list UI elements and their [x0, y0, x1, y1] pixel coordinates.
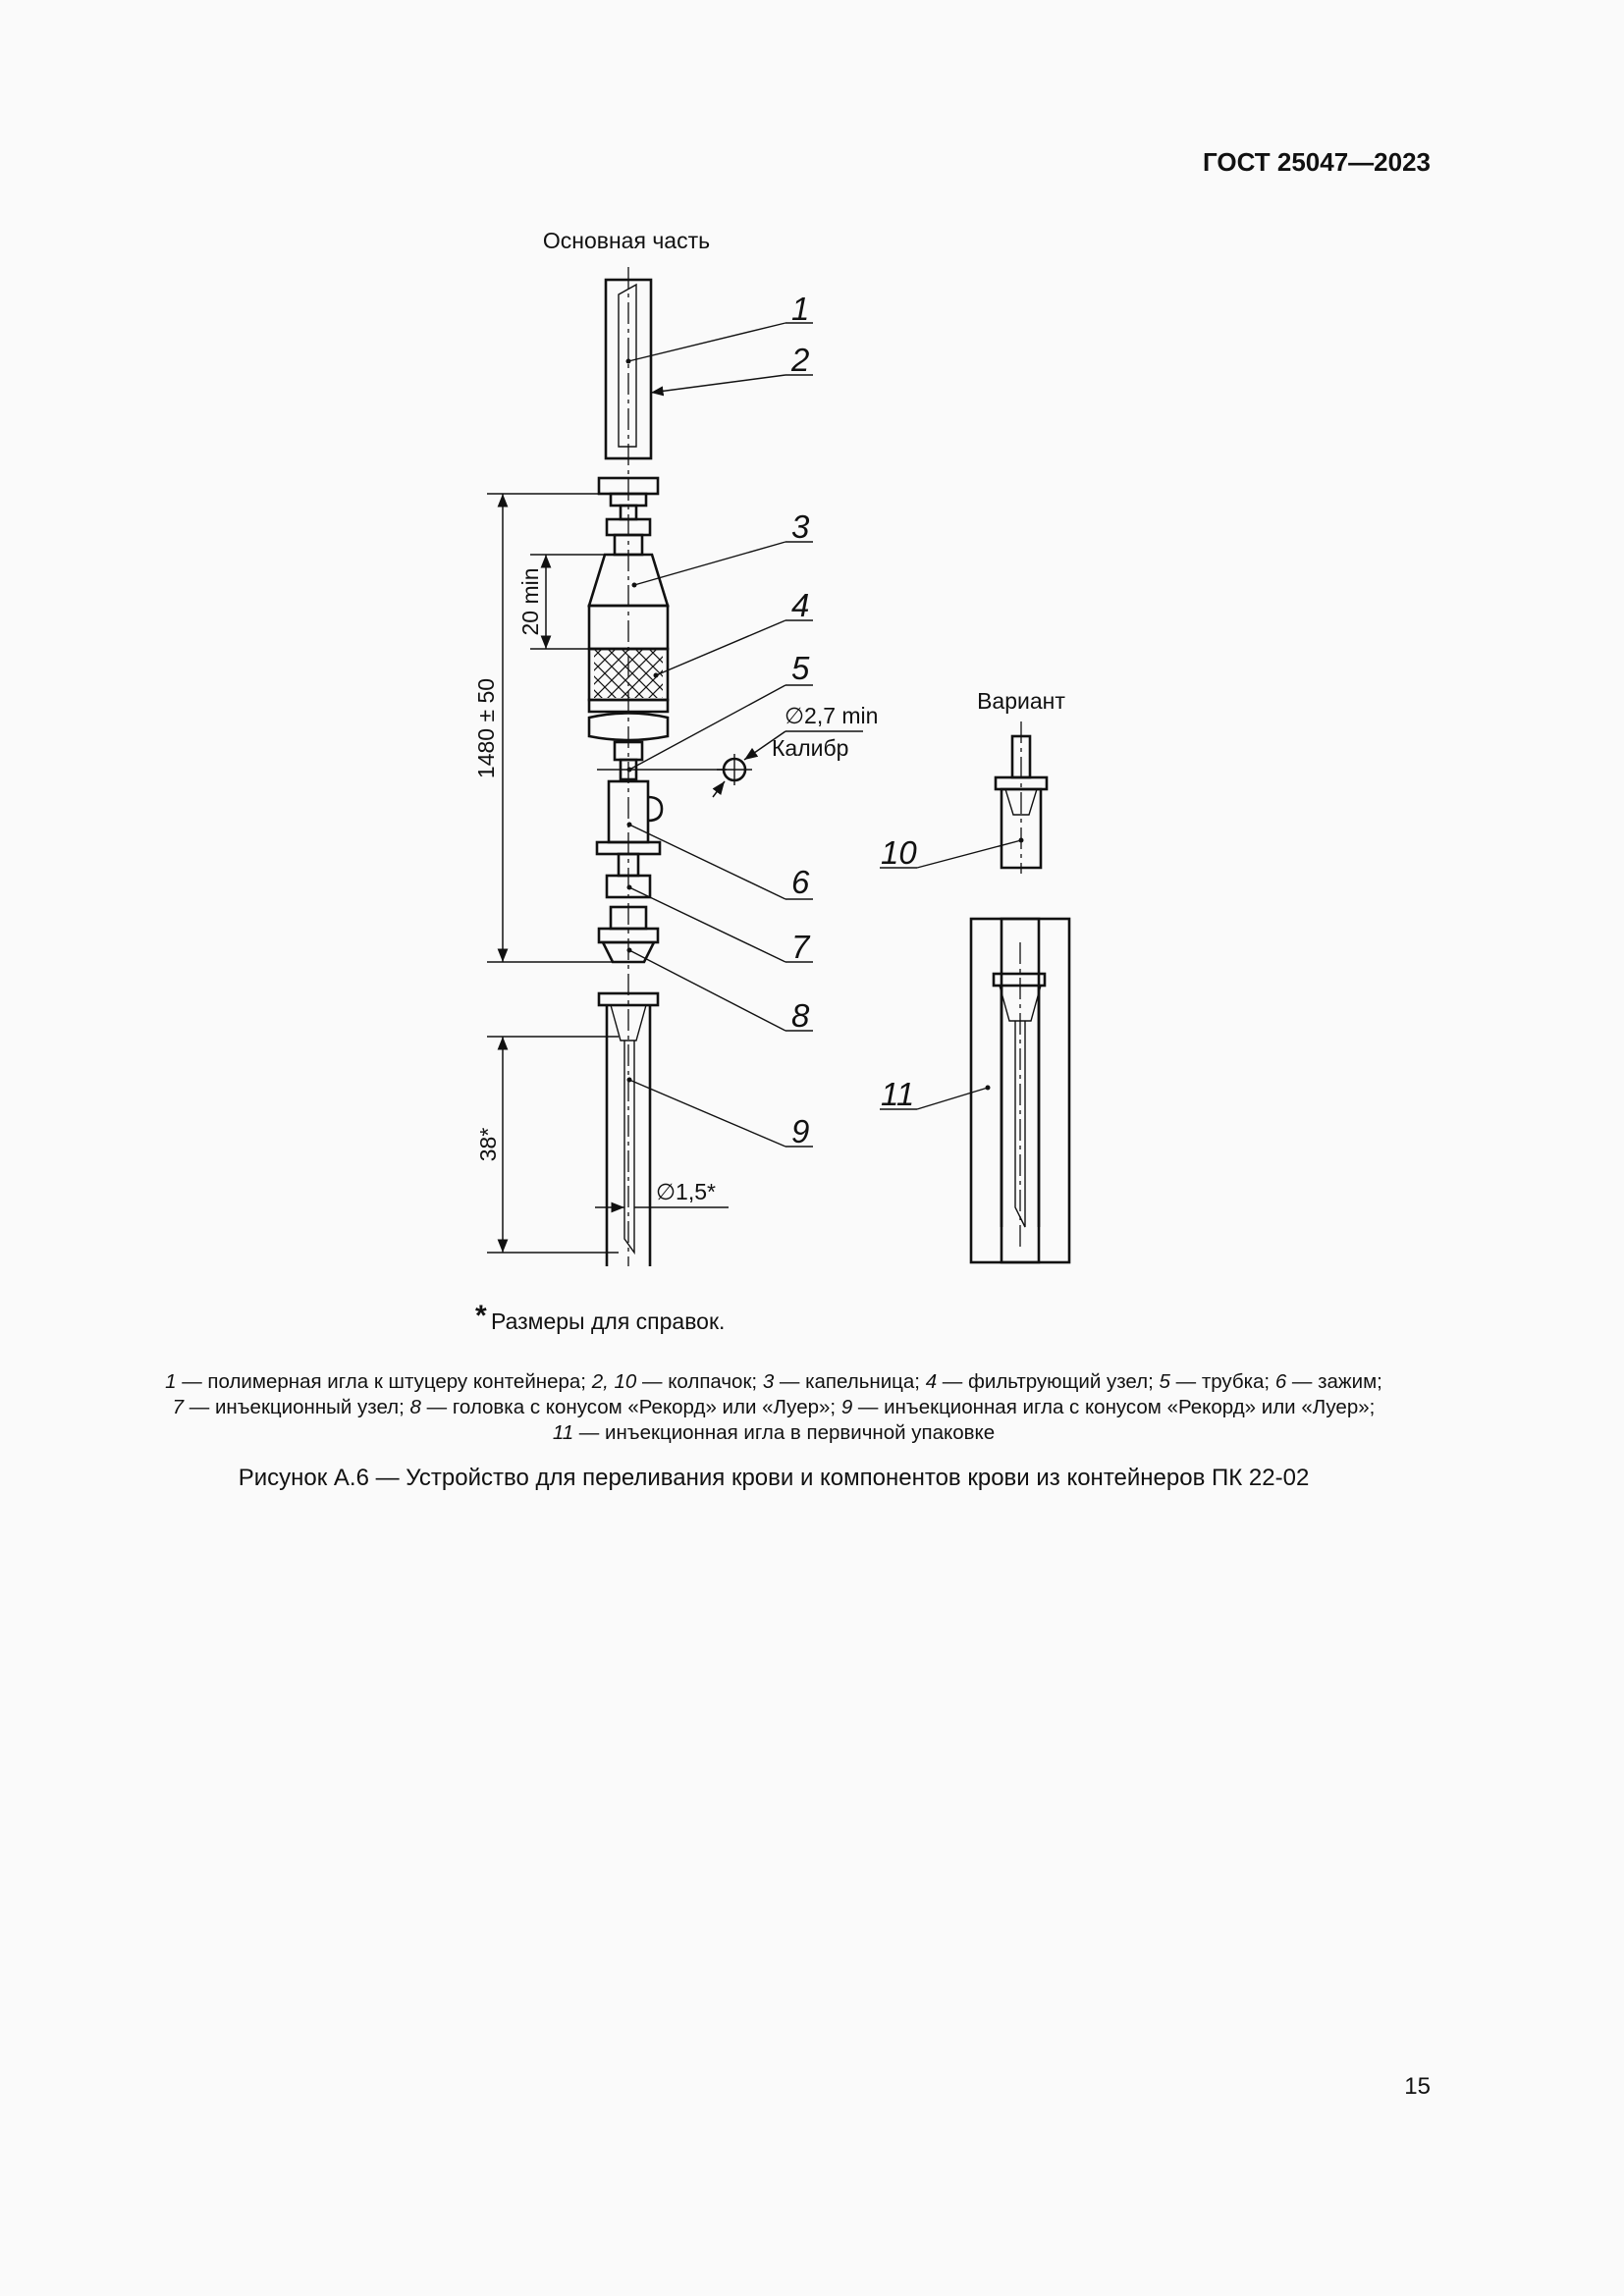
callout-2: 2	[791, 342, 810, 378]
needle-package	[971, 919, 1069, 1262]
standard-header: ГОСТ 25047—2023	[1203, 147, 1431, 177]
variant-title: Вариант	[977, 688, 1065, 714]
dimension-20	[517, 555, 605, 649]
footnote-text: Размеры для справок.	[491, 1308, 726, 1334]
clamp	[597, 781, 662, 876]
legend-line-2: 7 — инъекционный узел; 8 — головка с конусом «Рекорд» или «Луер»; 9 — инъекционная игла с конусом «Рекорд» или «Луер»;	[172, 1396, 1376, 1418]
callout-9: 9	[791, 1113, 810, 1149]
callout-4: 4	[791, 587, 810, 623]
svg-text:20 min: 20 min	[517, 567, 543, 636]
dimension-total	[473, 494, 613, 962]
footnote-star: *	[475, 1300, 487, 1332]
legend-line-3: 11 — инъекционная игла в первичной упаковке	[552, 1421, 996, 1444]
callout-8: 8	[791, 997, 810, 1034]
callout-1: 1	[791, 291, 810, 327]
svg-text:38*: 38*	[475, 1127, 501, 1162]
callout-6: 6	[791, 864, 810, 900]
figure-legend	[116, 1369, 1432, 1446]
calibre-gauge	[597, 703, 878, 797]
dimension-diam-15	[595, 1179, 729, 1207]
main-part-title: Основная часть	[542, 228, 711, 253]
page-number: 15	[1404, 2073, 1431, 2100]
callout-3: 3	[791, 508, 810, 545]
svg-text:∅2,7 min: ∅2,7 min	[785, 703, 879, 728]
callout-5: 5	[791, 650, 810, 686]
callout-7: 7	[791, 929, 810, 965]
callout-10: 10	[881, 834, 917, 871]
callout-11: 11	[881, 1076, 915, 1112]
svg-text:∅1,5*: ∅1,5*	[656, 1179, 716, 1204]
svg-text:1480 ± 50: 1480 ± 50	[473, 677, 499, 779]
svg-text:Калибр: Калибр	[772, 735, 849, 761]
legend-line-1: 1 — полимерная игла к штуцеру контейнера; 2, 10 — колпачок; 3 — капельница; 4 — фильтрующий узел; 5 — трубка; 6 — зажим;	[165, 1370, 1382, 1393]
dimension-38	[475, 1037, 619, 1253]
figure-caption: Рисунок А.6 — Устройство для переливания крови и компонентов крови из контейнеров ПК 22-02	[238, 1465, 1310, 1491]
variant-cap	[996, 721, 1047, 874]
